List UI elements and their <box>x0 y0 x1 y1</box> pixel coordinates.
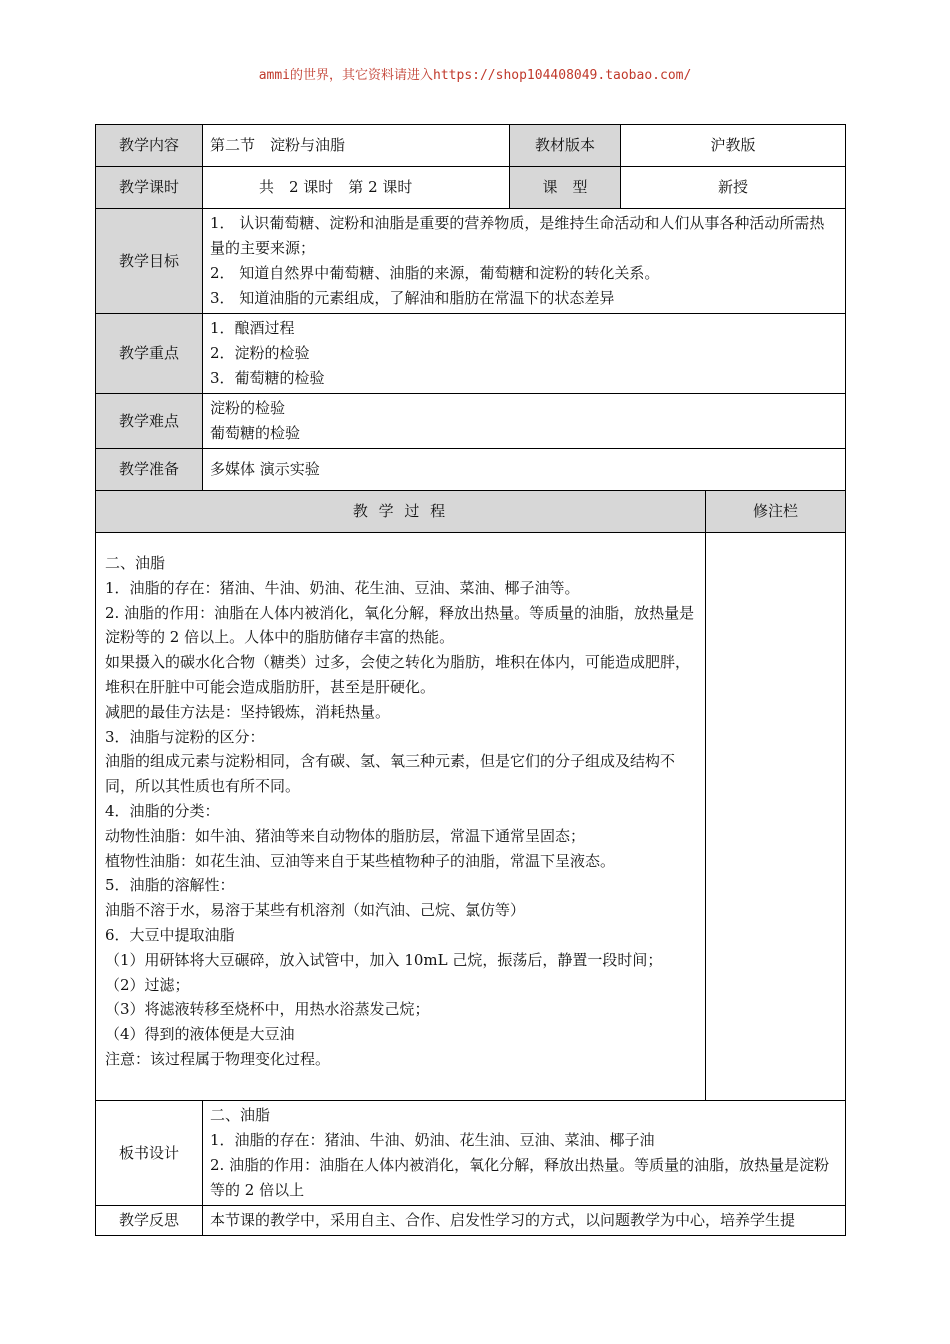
process-line: （2）过滤； <box>105 975 190 994</box>
process-line: 4．油脂的分类： <box>105 801 220 820</box>
row-process <box>96 533 846 1101</box>
textbook-version: 沪教版 <box>621 125 846 167</box>
preparation-content: 多媒体 演示实验 <box>203 449 846 491</box>
row-board <box>96 1101 846 1206</box>
difficulties-cell <box>203 394 846 449</box>
process-line: 油脂的组成元素与淀粉相同，含有碳、氢、氧三种元素，但是它们的分子组成及结构不同，所以其性质也有所不同。 <box>105 752 676 796</box>
board-line: 2. 油脂的作用：油脂在人体内被消化，氧化分解，释放出热量。等质量的油脂，放热量是淀粉等的 2 倍以上 <box>210 1156 830 1199</box>
label-content: 教学内容 <box>96 125 203 167</box>
label-lesson-type: 课 型 <box>510 167 621 209</box>
difficulty: 淀粉的检验 <box>210 399 286 417</box>
key-point: 2．淀粉的检验 <box>210 344 310 362</box>
process-header: 教 学 过 程 <box>96 491 706 533</box>
header-watermark <box>0 64 950 83</box>
label-key-points: 教学重点 <box>96 314 203 394</box>
key-points-cell <box>203 314 846 394</box>
process-line: 2. 油脂的作用：油脂在人体内被消化，氧化分解，释放出热量。等质量的油脂，放热量是淀粉等的 2 倍以上。人体中的脂肪储存丰富的热能。 <box>105 603 695 647</box>
board-line: 1．油脂的存在：猪油、牛油、奶油、花生油、豆油、菜油、椰子油 <box>210 1131 655 1149</box>
row-content <box>96 125 846 167</box>
label-reflection: 教学反思 <box>96 1206 203 1236</box>
lesson-plan-table <box>95 124 846 1236</box>
lesson-type: 新授 <box>621 167 846 209</box>
goal-line: 3． 知道油脂的元素组成，了解油和脂肪在常温下的状态差异 <box>210 289 615 307</box>
row-key-points <box>96 314 846 394</box>
process-line: 5．油脂的溶解性： <box>105 876 235 895</box>
label-hours: 教学课时 <box>96 167 203 209</box>
process-line: 3．油脂与淀粉的区分： <box>105 727 265 746</box>
process-line: 减肥的最佳方法是：坚持锻炼，消耗热量。 <box>105 702 391 721</box>
notes-header: 修注栏 <box>706 491 846 533</box>
notes-cell <box>706 533 846 1101</box>
process-line: 动物性油脂：如牛油、猪油等来自动物体的脂肪层，常温下通常呈固态； <box>105 826 586 845</box>
key-point: 3．葡萄糖的检验 <box>210 369 325 387</box>
process-cell <box>96 533 706 1101</box>
label-textbook: 教材版本 <box>510 125 621 167</box>
board-cell <box>203 1101 846 1206</box>
lesson-title: 第二节 淀粉与油脂 <box>203 125 510 167</box>
process-line: 油脂不溶于水，易溶于某些有机溶剂（如汽油、己烷、氯仿等） <box>105 901 526 920</box>
label-goals: 教学目标 <box>96 209 203 314</box>
process-line: 如果摄入的碳水化合物（糖类）过多，会使之转化为脂肪，堆积在体内，可能造成肥胖，堆积在肝脏中可能会造成脂肪肝，甚至是肝硬化。 <box>105 653 691 696</box>
process-line: （1）用研钵将大豆碾碎，放入试管中，加入 10mL 己烷，振荡后，静置一段时间； <box>105 950 663 969</box>
label-board: 板书设计 <box>96 1101 203 1206</box>
label-preparation: 教学准备 <box>96 449 203 491</box>
process-line: （4）得到的液体便是大豆油 <box>105 1025 295 1044</box>
difficulty: 葡萄糖的检验 <box>210 424 301 442</box>
row-goals <box>96 209 846 314</box>
goal-line: 1． 认识葡萄糖、淀粉和油脂是重要的营养物质，是维持生命活动和人们从事各种活动所需热量的主要来源； <box>210 214 825 257</box>
header-url[interactable]: https://shop104408049.taobao.com/ <box>433 68 692 83</box>
process-line: （3）将滤液转移至烧杯中，用热水浴蒸发己烷； <box>105 1000 430 1019</box>
process-line: 1．油脂的存在：猪油、牛油、奶油、花生油、豆油、菜油、椰子油等。 <box>105 578 580 597</box>
process-line: 植物性油脂：如花生油、豆油等来自于某些植物种子的油脂，常温下呈液态。 <box>105 851 616 870</box>
row-preparation <box>96 449 846 491</box>
label-difficulties: 教学难点 <box>96 394 203 449</box>
goals-cell <box>203 209 846 314</box>
board-line: 二、油脂 <box>210 1106 271 1124</box>
lesson-hours: 共 2 课时 第 2 课时 <box>203 167 510 209</box>
row-reflection <box>96 1206 846 1236</box>
goal-line: 2． 知道自然界中葡萄糖、油脂的来源，葡萄糖和淀粉的转化关系。 <box>210 264 660 282</box>
process-line: 注意：该过程属于物理变化过程。 <box>105 1049 331 1068</box>
process-line: 6．大豆中提取油脂 <box>105 925 235 944</box>
header-middle: 的世界，其它资料请进入 <box>290 68 434 83</box>
process-line: 二、油脂 <box>105 554 166 572</box>
row-process-header <box>96 491 846 533</box>
key-point: 1．酿酒过程 <box>210 319 295 337</box>
row-hours <box>96 167 846 209</box>
reflection-content: 本节课的教学中，采用自主、合作、启发性学习的方式，以问题教学为中心，培养学生提 <box>203 1206 846 1236</box>
row-difficulties <box>96 394 846 449</box>
header-prefix: ammi <box>258 68 290 83</box>
